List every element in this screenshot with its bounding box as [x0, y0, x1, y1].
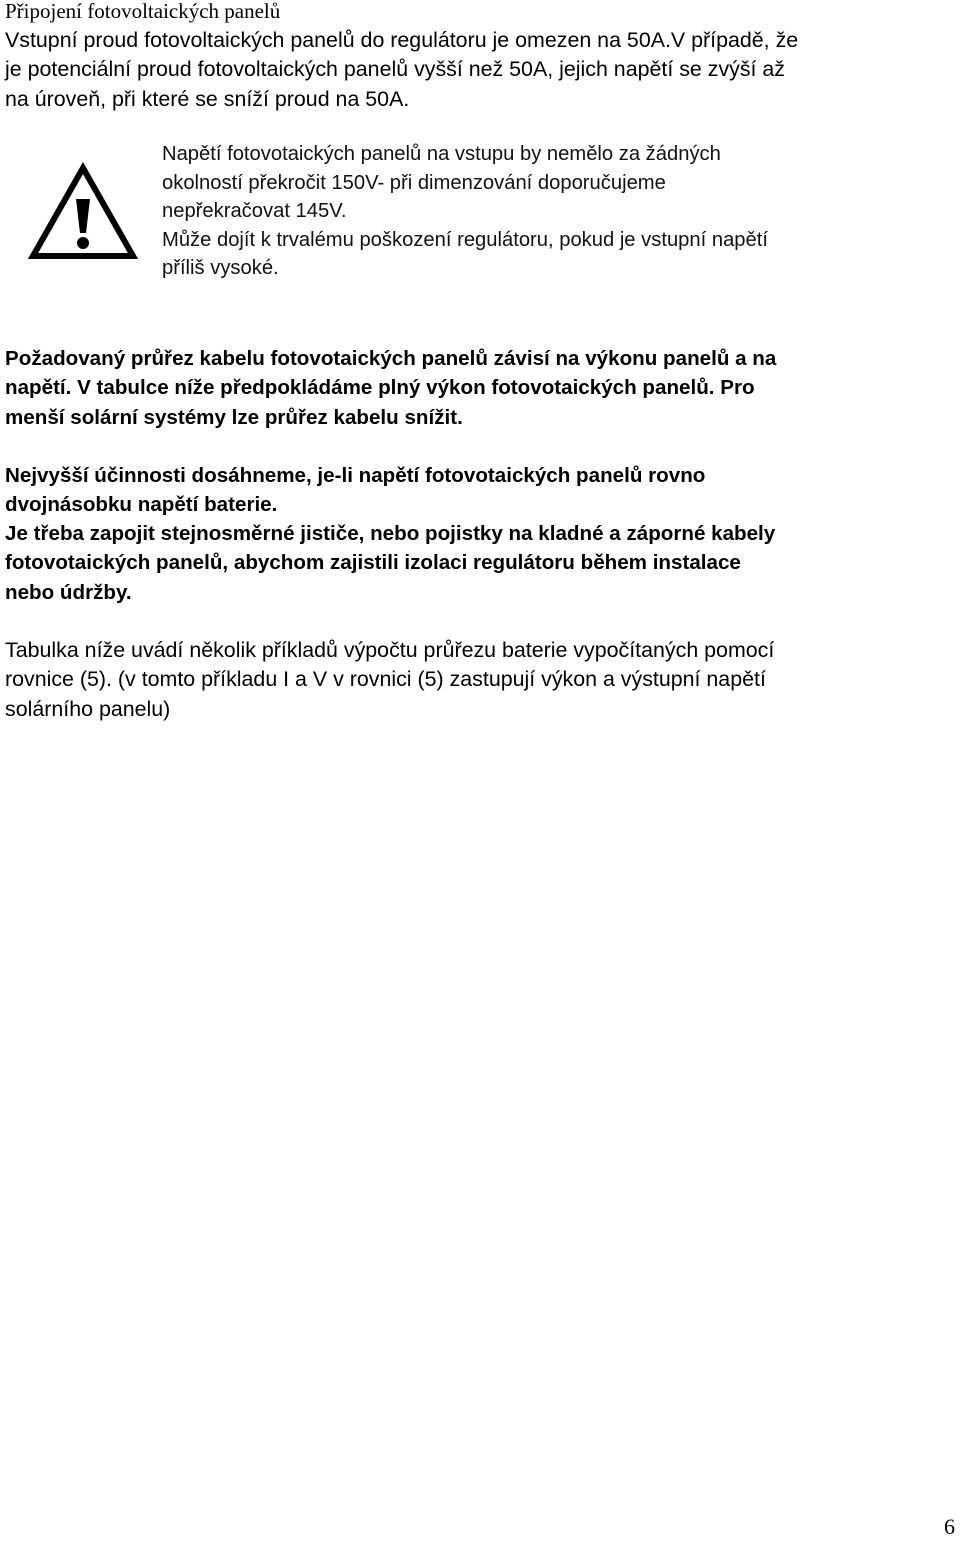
table-intro-line: solárního panelu): [5, 696, 171, 721]
page-number: 6: [944, 1514, 955, 1539]
warning-line: nepřekračovat 145V.: [162, 200, 347, 222]
intro-line: na úroveň, při které se sníží proud na 50A.: [5, 86, 410, 111]
warning-text: [162, 140, 768, 283]
table-intro-line: rovnice (5). (v tomto příkladu I a V v rovnici (5) zastupují výkon a výstupní napětí: [5, 667, 766, 692]
efficiency-line: Nejvyšší účinnosti dosáhneme, je-li napětí fotovotaických panelů rovno: [5, 464, 706, 487]
table-intro-paragraph: [5, 636, 774, 724]
section-title: Připojení fotovoltaických panelů: [5, 0, 281, 23]
intro-line: je potenciální proud fotovoltaických panelů vyšší než 50A, jejich napětí se zvýší až: [5, 57, 786, 82]
cable-line: napětí. V tabulce níže předpokládáme plný výkon fotovotaických panelů. Pro: [5, 376, 755, 400]
warning-line: okolností překročit 150V- při dimenzování doporučujeme: [162, 171, 666, 194]
cable-cross-section-paragraph: [5, 344, 776, 432]
warning-line: příliš vysoké.: [162, 257, 279, 279]
breaker-line: nebo údržby.: [5, 580, 132, 604]
efficiency-line: dvojnásobku napětí baterie.: [5, 493, 278, 517]
warning-line: Napětí fotovotaických panelů na vstupu by nemělo za žádných: [162, 143, 721, 165]
cable-line: Požadovaný průřez kabelu fotovotaických panelů závisí na výkonu panelů a na: [5, 347, 777, 370]
cable-line: menší solární systémy lze průřez kabelu snížit.: [5, 405, 463, 429]
warning-block: [0, 140, 960, 300]
breaker-paragraph: [5, 519, 775, 607]
efficiency-paragraph: [5, 461, 705, 520]
table-intro-line: Tabulka níže uvádí několik příkladů výpočtu průřezu baterie vypočítaných pomocí: [5, 638, 775, 662]
intro-line: Vstupní proud fotovoltaických panelů do regulátoru je omezen na 50A.V případě, že: [5, 28, 799, 52]
warning-line: Může dojít k trvalému poškození regulátoru, pokud je vstupní napětí: [162, 228, 768, 251]
breaker-line: fotovotaických panelů, abychom zajistili izolaci regulátoru během instalace: [5, 551, 741, 575]
intro-paragraph: [5, 26, 798, 114]
warning-triangle-icon: [27, 162, 139, 262]
breaker-line: Je třeba zapojit stejnosměrné jističe, nebo pojistky na kladné a záporné kabely: [5, 522, 776, 545]
